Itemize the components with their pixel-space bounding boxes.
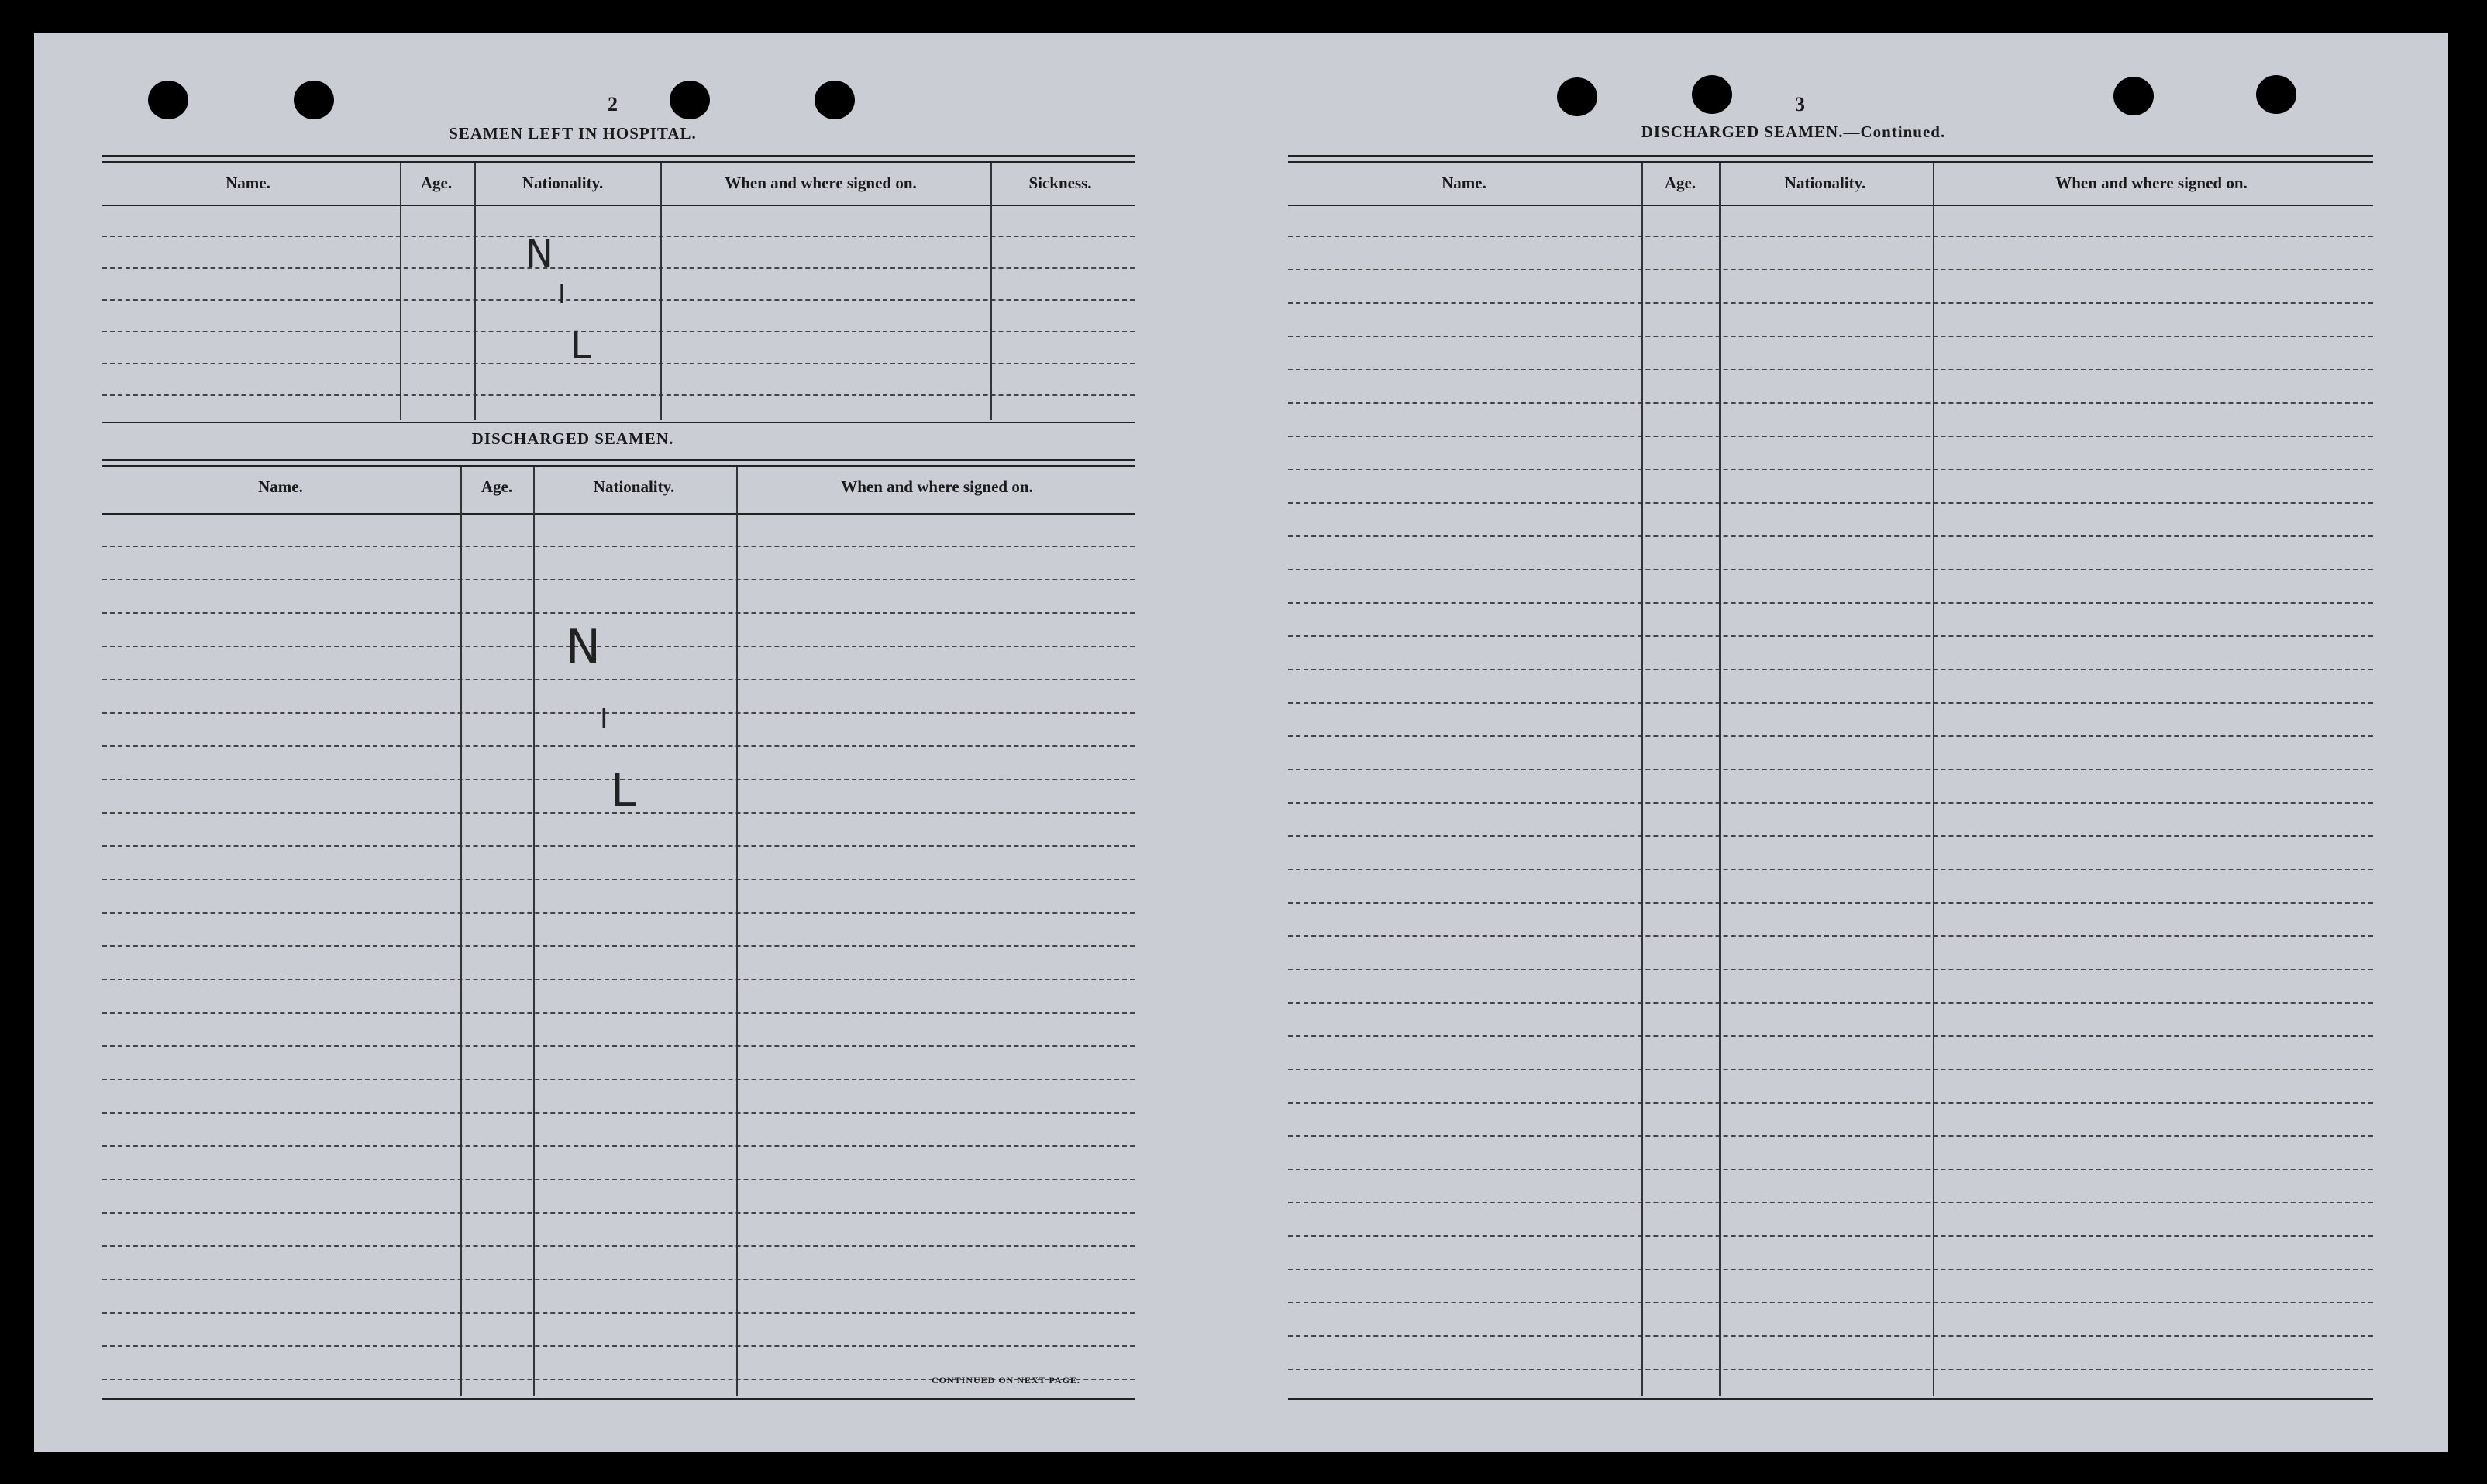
handwritten-letter: N (566, 620, 601, 674)
row-line (102, 1145, 1135, 1147)
row-line (102, 1345, 1135, 1347)
punch-hole (2256, 75, 2296, 114)
row-line (1288, 1102, 2373, 1104)
column-divider (660, 163, 662, 420)
column-header-name: Name. (1442, 174, 1486, 192)
row-line (102, 236, 1135, 237)
handwritten-letter: L (570, 324, 591, 367)
table-rule (1288, 161, 2373, 163)
row-line (102, 945, 1135, 947)
row-line (1288, 1235, 2373, 1237)
continued-note: CONTINUED ON NEXT PAGE. (932, 1375, 1080, 1386)
row-line (102, 745, 1135, 747)
document-sheet (34, 33, 2448, 1452)
page-number: 2 (608, 93, 618, 115)
row-line (1288, 236, 2373, 237)
row-line (1288, 269, 2373, 270)
row-line (102, 979, 1135, 980)
header-rule (102, 513, 1135, 515)
header-rule (102, 205, 1135, 206)
row-line (1288, 1335, 2373, 1337)
row-line (102, 1212, 1135, 1214)
table-rule (102, 1398, 1135, 1400)
row-line (102, 712, 1135, 714)
column-header-sickness: Sickness. (1028, 174, 1092, 192)
row-line (1288, 635, 2373, 637)
row-line (1288, 702, 2373, 704)
row-line (1288, 1202, 2373, 1203)
row-line (102, 546, 1135, 547)
table-rule (1288, 1398, 2373, 1400)
section-title-discharged-continued: DISCHARGED SEAMEN.—Continued. (1641, 122, 1946, 141)
row-line (102, 579, 1135, 580)
row-line (102, 879, 1135, 880)
punch-hole (670, 81, 710, 119)
punch-hole (148, 81, 188, 119)
table-rule (102, 161, 1135, 163)
row-line (102, 394, 1135, 396)
row-line (102, 612, 1135, 614)
row-line (1288, 569, 2373, 570)
row-line (1288, 769, 2373, 770)
row-line (1288, 935, 2373, 937)
punch-hole (1557, 77, 1597, 116)
row-line (1288, 735, 2373, 737)
row-line (1288, 1135, 2373, 1137)
handwritten-letter: N (525, 232, 553, 276)
row-line (1288, 969, 2373, 970)
row-line (102, 1245, 1135, 1247)
row-line (102, 845, 1135, 847)
table-rule (102, 422, 1135, 423)
row-line (102, 679, 1135, 680)
section-title-hospital: SEAMEN LEFT IN HOSPITAL. (449, 124, 697, 143)
row-line (1288, 902, 2373, 904)
header-rule (1288, 205, 2373, 206)
column-header-signed-on: When and where signed on. (2055, 174, 2248, 192)
row-line (1288, 1302, 2373, 1303)
column-divider (1933, 163, 1934, 1396)
punch-hole (815, 81, 855, 119)
column-header-name: Name. (258, 477, 303, 496)
row-line (1288, 469, 2373, 470)
column-header-age: Age. (481, 477, 513, 496)
column-header-nationality: Nationality. (593, 477, 675, 496)
row-line (102, 267, 1135, 269)
column-divider (1641, 163, 1643, 1396)
row-line (1288, 1002, 2373, 1004)
handwritten-letter: I (600, 704, 608, 735)
row-line (1288, 835, 2373, 837)
column-header-signed-on: When and where signed on. (841, 477, 1033, 496)
row-line (1288, 802, 2373, 804)
row-line (102, 1012, 1135, 1014)
row-line (1288, 1269, 2373, 1270)
column-divider (474, 163, 476, 420)
column-header-name: Name. (226, 174, 270, 192)
punch-hole (294, 81, 334, 119)
table-rule (102, 155, 1135, 157)
row-line (1288, 336, 2373, 337)
row-line (102, 299, 1135, 301)
row-line (102, 646, 1135, 647)
row-line (1288, 602, 2373, 604)
row-line (102, 1079, 1135, 1080)
row-line (102, 1279, 1135, 1280)
column-header-signed-on: When and where signed on. (725, 174, 917, 192)
column-header-age: Age. (1664, 174, 1696, 192)
row-line (1288, 402, 2373, 404)
row-line (102, 363, 1135, 364)
column-divider (400, 163, 401, 420)
table-rule (102, 465, 1135, 467)
row-line (102, 1179, 1135, 1180)
punch-hole (2113, 77, 2154, 115)
row-line (1288, 369, 2373, 370)
punch-hole (1692, 75, 1732, 114)
column-divider (990, 163, 992, 420)
table-rule (1288, 155, 2373, 157)
row-line (1288, 502, 2373, 504)
row-line (102, 1045, 1135, 1047)
row-line (102, 1312, 1135, 1314)
row-line (1288, 669, 2373, 670)
handwritten-letter: L (611, 764, 636, 817)
page-number: 3 (1795, 93, 1805, 115)
row-line (1288, 1369, 2373, 1370)
row-line (102, 1112, 1135, 1114)
table-rule (102, 459, 1135, 461)
handwritten-letter: I (558, 279, 567, 310)
row-line (1288, 1169, 2373, 1170)
row-line (1288, 1035, 2373, 1037)
column-divider (460, 467, 462, 1396)
column-divider (533, 467, 535, 1396)
column-header-nationality: Nationality. (1784, 174, 1866, 192)
row-line (1288, 302, 2373, 304)
column-header-age: Age. (420, 174, 453, 192)
column-divider (1719, 163, 1721, 1396)
column-divider (736, 467, 738, 1396)
row-line (1288, 1069, 2373, 1070)
row-line (1288, 436, 2373, 437)
row-line (1288, 535, 2373, 537)
row-line (1288, 869, 2373, 870)
section-title-discharged: DISCHARGED SEAMEN. (471, 429, 674, 448)
row-line (102, 912, 1135, 914)
row-line (102, 331, 1135, 332)
column-header-nationality: Nationality. (522, 174, 604, 192)
